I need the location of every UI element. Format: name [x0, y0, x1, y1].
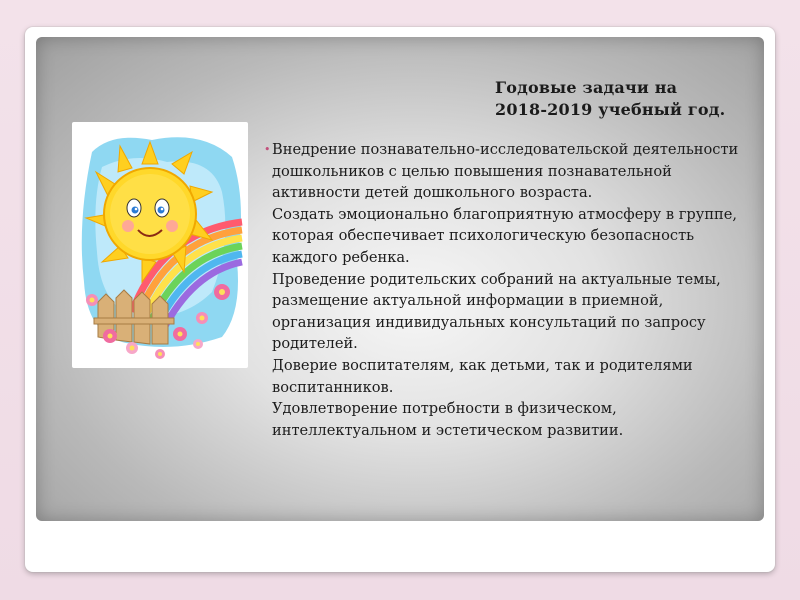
title-line-1: Годовые задачи на [495, 78, 678, 97]
sun-rainbow-image [72, 122, 248, 368]
task-item-4: Доверие воспитателям, как детьми, так и родителями воспитанников. [272, 356, 693, 396]
title-line-2: 2018-2019 учебный год. [495, 100, 726, 119]
task-item-2: Создать эмоционально благоприятную атмосферу в группе, которая обеспечивает психологическую безопасность каждого ребенка. [272, 205, 738, 266]
sun-illustration [72, 122, 248, 368]
task-item-5: Удовлетворение потребности в физическом, интеллектуальном и эстетическом развитии. [272, 400, 624, 439]
task-item-3: Проведение родительских собраний на актуальные темы, размещение актуальной информации в приемной, организация индивидуальных консультаций по запросу родителей. [272, 270, 721, 353]
slide-title [495, 77, 755, 121]
tasks-list [264, 139, 744, 441]
task-item-1: Внедрение познавательно-исследовательской деятельности дошкольников с целью повышения познавательной активности детей дошкольного возраста. [272, 141, 739, 202]
bullet-mark: • [264, 143, 271, 156]
